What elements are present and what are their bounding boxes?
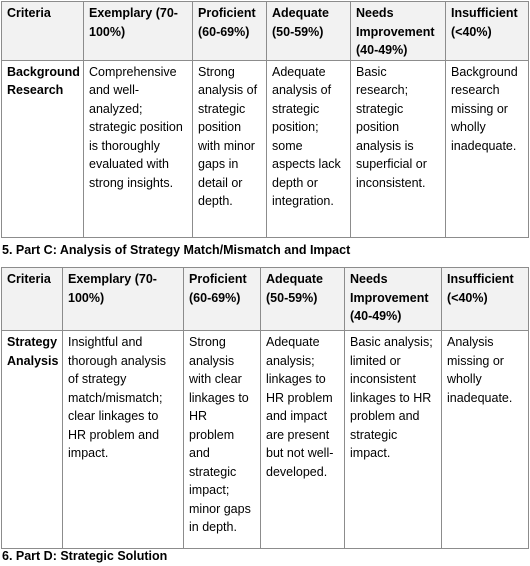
- table-row: [2, 331, 529, 549]
- header-adequate: Adequate (50-59%): [261, 268, 345, 331]
- header-needs-improvement: Needs Improvement (40-49%): [345, 268, 442, 331]
- rubric-table-background: [1, 1, 529, 238]
- rubric-table-strategy: [1, 267, 529, 549]
- table-header-row: [2, 2, 529, 61]
- criteria-cell: Background Research: [2, 60, 84, 237]
- header-proficient: Proficient (60-69%): [193, 2, 267, 61]
- table-row: [2, 60, 529, 237]
- header-exemplary: Exemplary (70-100%): [84, 2, 193, 61]
- adequate-cell: Adequate analysis of strategic position; some aspects lack depth or integration.: [267, 60, 351, 237]
- exemplary-cell: Insightful and thorough analysis of strategy match/mismatch; clear linkages to HR problem and impact.: [63, 331, 184, 549]
- header-needs-improvement: Needs Improvement (40-49%): [351, 2, 446, 61]
- header-adequate: Adequate (50-59%): [267, 2, 351, 61]
- adequate-cell: Adequate analysis; linkages to HR problem and impact are present but not well-developed.: [261, 331, 345, 549]
- header-criteria: Criteria: [2, 2, 84, 61]
- insufficient-cell: Background research missing or wholly inadequate.: [446, 60, 529, 237]
- section-caption: 5. Part C: Analysis of Strategy Match/Mismatch and Impact: [2, 243, 351, 257]
- proficient-cell: Strong analysis of strategic position with minor gaps in detail or depth.: [193, 60, 267, 237]
- criteria-cell: Strategy Analysis: [2, 331, 63, 549]
- header-exemplary: Exemplary (70-100%): [63, 268, 184, 331]
- needs-improvement-cell: Basic research; strategic position analysis is superficial or inconsistent.: [351, 60, 446, 237]
- table-header-row: [2, 268, 529, 331]
- exemplary-cell: Comprehensive and well-analyzed; strategic position is thoroughly evaluated with strong insights.: [84, 60, 193, 237]
- section-caption: 6. Part D: Strategic Solution: [2, 549, 168, 563]
- header-criteria: Criteria: [2, 268, 63, 331]
- header-insufficient: Insufficient (<40%): [446, 2, 529, 61]
- header-proficient: Proficient (60-69%): [184, 268, 261, 331]
- insufficient-cell: Analysis missing or wholly inadequate.: [442, 331, 529, 549]
- proficient-cell: Strong analysis with clear linkages to HR problem and strategic impact; minor gaps in depth.: [184, 331, 261, 549]
- header-insufficient: Insufficient (<40%): [442, 268, 529, 331]
- needs-improvement-cell: Basic analysis; limited or inconsistent linkages to HR problem and strategic impact.: [345, 331, 442, 549]
